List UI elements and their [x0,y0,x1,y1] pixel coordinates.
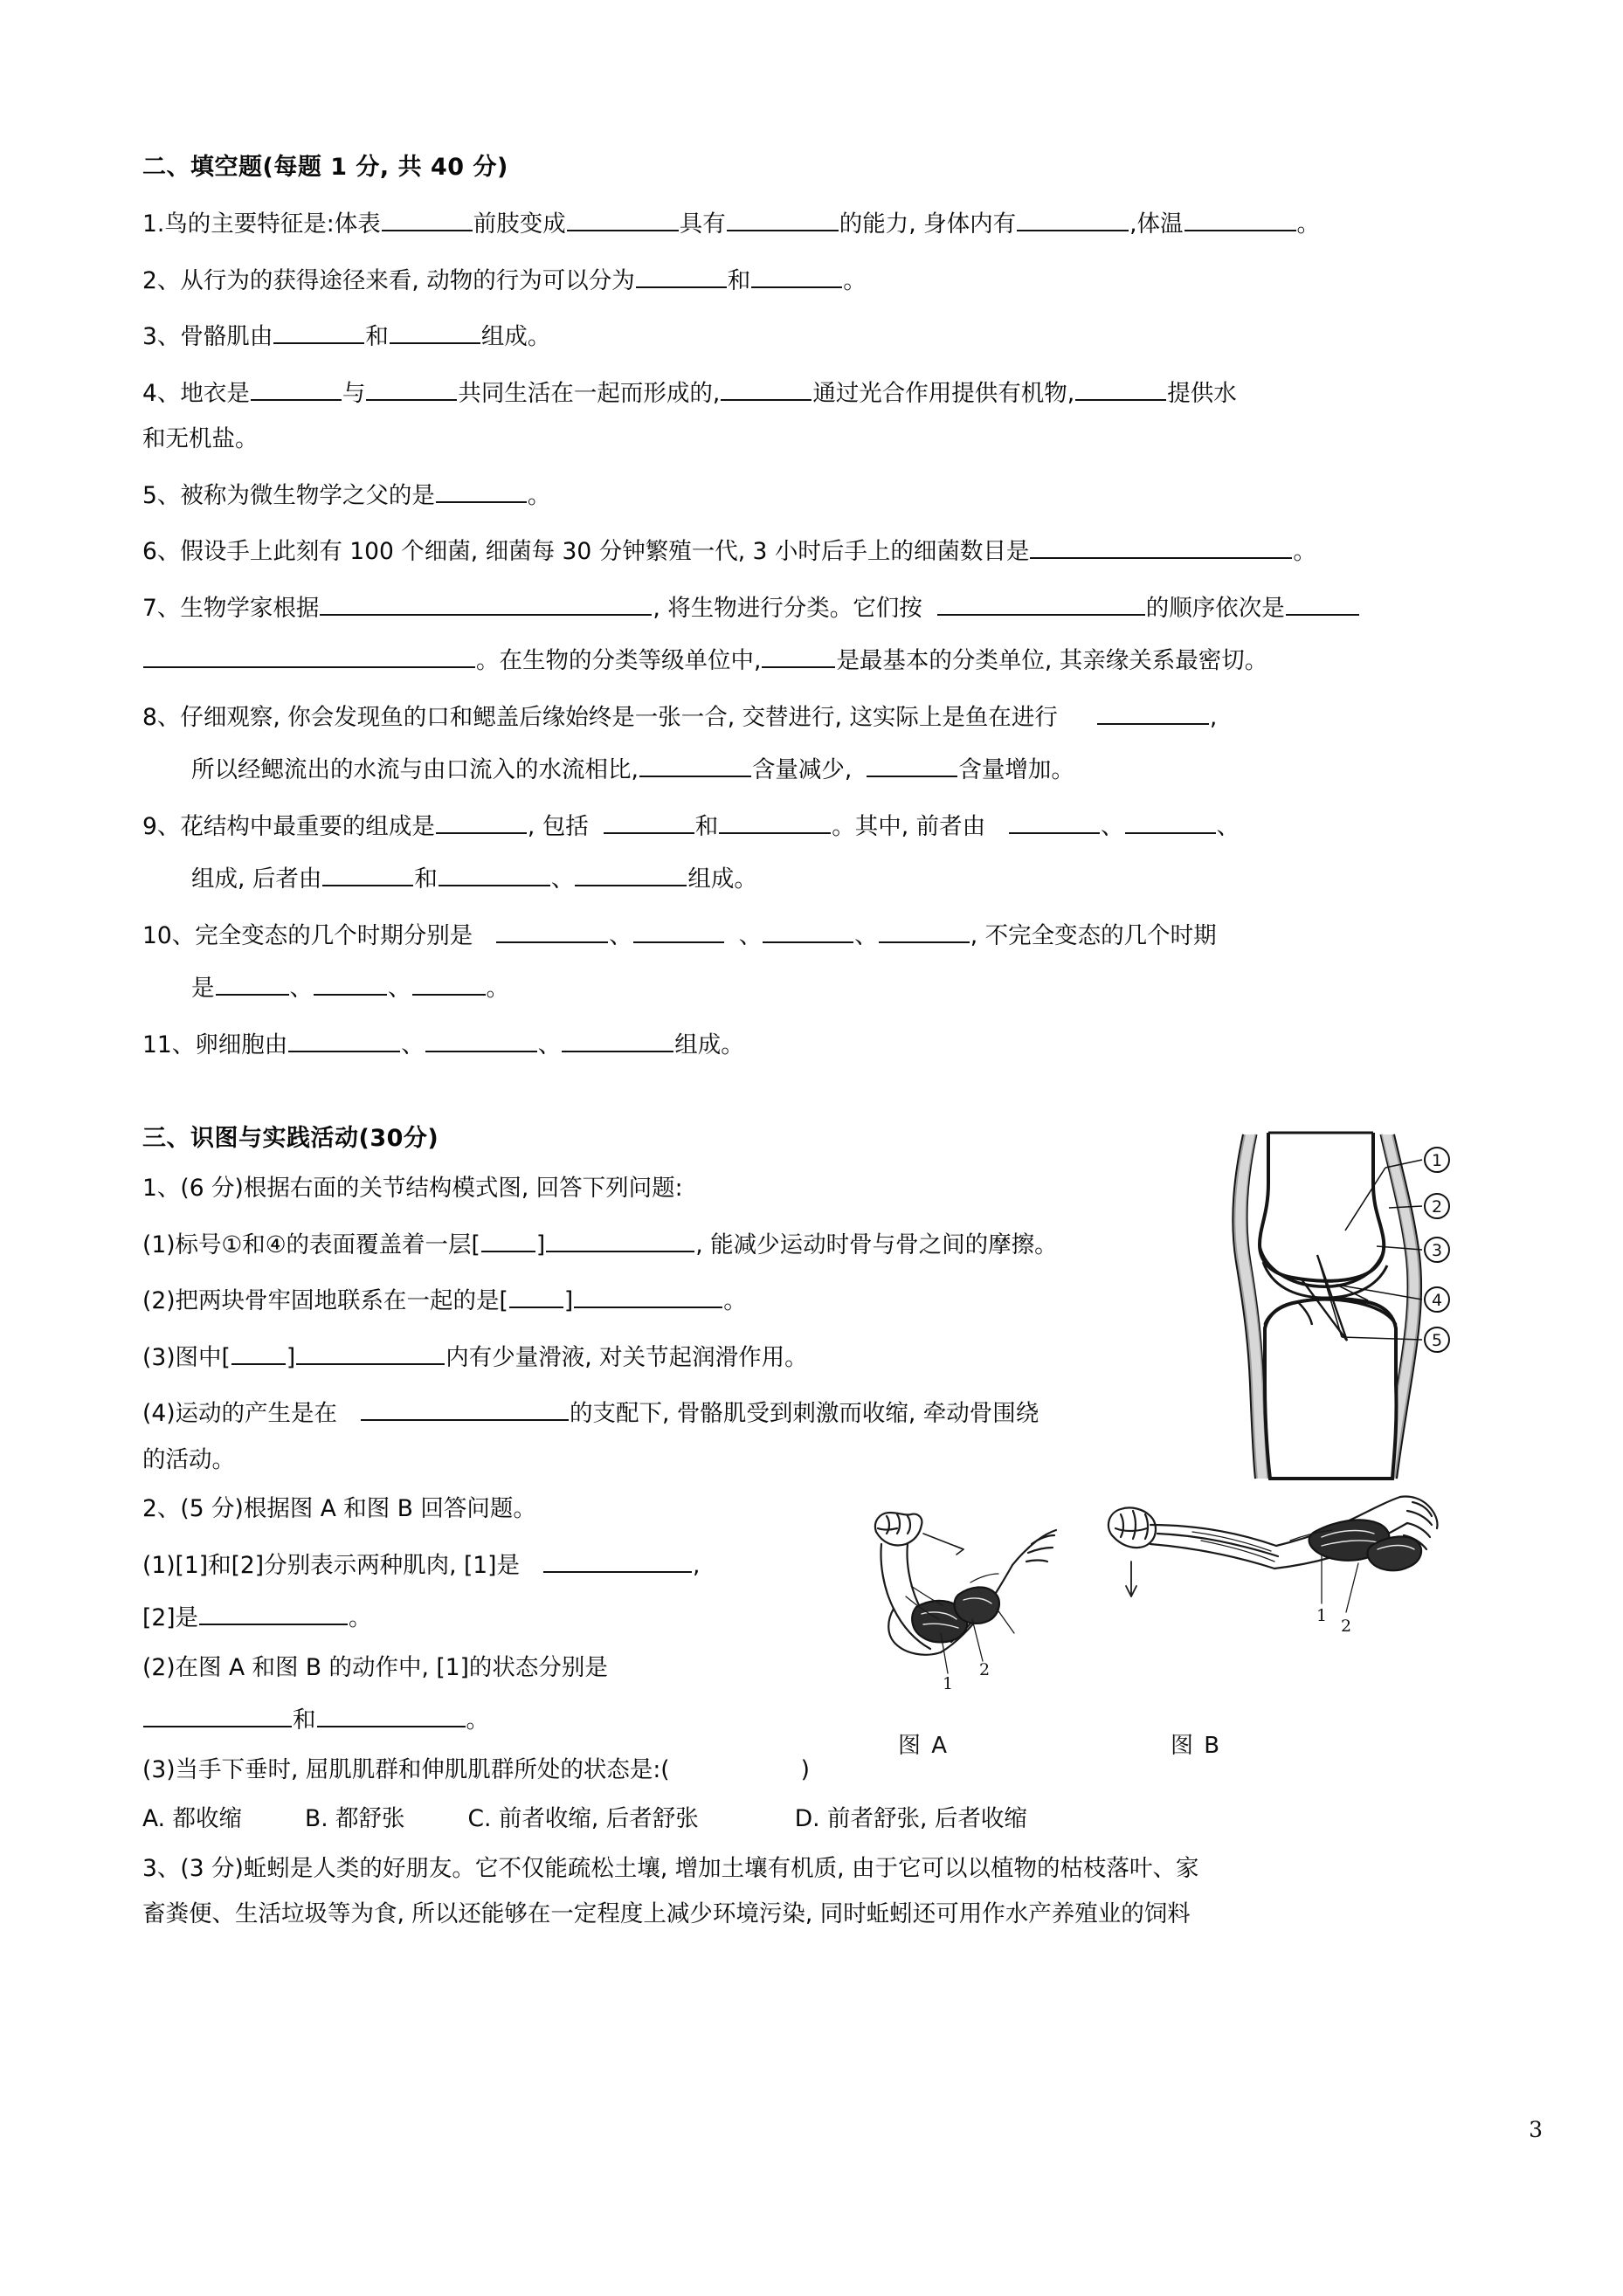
q8-blank-2[interactable] [639,752,751,777]
q8-line2-part3: 含量增加。 [958,756,1074,784]
question-2-7-line1 [142,590,1483,621]
q7-part3: 的顺序依次是 [1145,594,1285,622]
q3-blank-1[interactable] [273,319,364,344]
q4-blank-4[interactable] [1075,376,1166,401]
s3q1-sub3-part2: ] [286,1343,296,1371]
q10-blank-5[interactable] [216,970,289,996]
q9-line2-part1: 组成, 后者由 [191,865,322,893]
q7-part2: , 将生物进行分类。它们按 [653,594,922,622]
q2-part3: 。 [843,266,867,294]
arm-diagram-b [1096,1493,1446,1694]
q1-blank-1[interactable] [382,206,473,231]
q1-blank-3[interactable] [727,206,839,231]
s3q1-blank-3[interactable] [296,1340,445,1365]
s3q2-sub1-line2-part2: 。 [349,1604,372,1632]
s3q1-sub3-part3: 内有少量滑液, 对关节起润滑作用。 [445,1343,808,1371]
s3q2-blank-2[interactable] [199,1600,348,1625]
q10-line2-part1: 是 [191,975,215,1003]
q2-part2: 和 [727,266,751,294]
q2-blank-2[interactable] [751,263,842,288]
q7-blank-3[interactable] [1286,590,1359,616]
q8-line2-part1: 所以经鳃流出的水流与由口流入的水流相比, [191,756,639,784]
q9-line2-part4: 组成。 [687,865,757,893]
q7-line2-part2: 是最基本的分类单位, 其亲缘关系最密切。 [836,647,1268,675]
s3q2-sub2-part1: (2)在图 A 和图 B 的动作中, [1]的状态分别是 [142,1653,608,1681]
q4-part1: 4、地衣是 [142,379,250,407]
arm-b-label-1: 1 [1316,1606,1328,1625]
page-number: 3 [1529,2117,1543,2142]
section-2-heading [142,155,1483,179]
arm-b-label-2: 2 [1340,1617,1352,1636]
q5-blank-1[interactable] [436,478,527,503]
q9-blank-6[interactable] [322,861,413,886]
q9-part1: 9、花结构中最重要的组成是 [142,812,435,840]
q4-blank-1[interactable] [251,376,342,401]
question-2-7-line2 [142,643,1483,673]
s3q1-sub4-line2-text: 的活动。 [142,1445,235,1473]
s3q2-sub1-part2: , [693,1551,701,1579]
q3-blank-2[interactable] [390,319,480,344]
q3-part2: 和 [365,323,389,351]
q11-part4: 组成。 [674,1031,744,1058]
s3q1-blank-1[interactable] [546,1227,694,1252]
s3q1-bracket-blank-2[interactable] [509,1283,563,1308]
section-2-heading-text: 二、填空题(每题 1 分, 共 40 分) [142,154,508,181]
joint-label-5: 5 [1431,1331,1443,1350]
arm-diagram-a [860,1502,1122,1712]
joint-label-1: 1 [1431,1151,1443,1170]
question-2-4-line2 [142,425,1483,453]
q8-blank-3[interactable] [867,752,957,777]
s3q2-sub3-close-paren: ) [800,1755,810,1783]
question-2-8-line1 [142,700,1483,730]
section3-q2-options [142,1805,1483,1833]
q9-blank-8[interactable] [575,861,687,886]
s3q1-sub2-part2: ] [563,1287,574,1315]
q9-blank-2[interactable] [604,809,694,834]
s3q2-blank-1[interactable] [543,1548,692,1573]
q9-blank-3[interactable] [719,809,831,834]
q10-line2-part3: 、 [388,975,411,1003]
s3q2-sub3-text: (3)当手下垂时, 屈肌肌群和伸肌肌群所处的状态是:( [142,1755,670,1783]
question-2-3 [142,319,1483,349]
q6-blank-1[interactable] [1030,534,1292,559]
joint-label-4: 4 [1431,1291,1443,1310]
question-2-1 [142,206,1483,237]
s3q2-blank-4[interactable] [317,1702,466,1727]
q10-part1: 10、完全变态的几个时期分别是 [142,921,473,949]
q5-part2: 。 [527,481,551,509]
s3q2-sub1-line2-part1: [2]是 [142,1604,199,1632]
q10-line2-part2: 、 [289,975,313,1003]
joint-label-3: 3 [1431,1241,1443,1260]
q7-blank-1[interactable] [320,590,652,616]
question-2-6 [142,534,1483,564]
q9-part6: 、 [1216,812,1240,840]
q1-blank-4[interactable] [1017,206,1129,231]
q8-line2-part2: 含量减少, [751,756,853,784]
q10-blank-3[interactable] [763,918,853,943]
s3q2-sub1-part1: (1)[1]和[2]分别表示两种肌肉, [1]是 [142,1551,520,1579]
q9-part3: 和 [694,812,719,840]
section3-q3-line2 [142,1900,1483,1928]
q2-part1: 2、从行为的获得途径来看, 动物的行为可以分为 [142,266,635,294]
q1-part6: 。 [1296,210,1321,238]
s3q1-bracket-blank-1[interactable] [481,1227,535,1252]
question-2-9-line1 [142,809,1483,839]
q1-part5: ,体温 [1129,210,1184,238]
q11-part3: 、 [537,1031,562,1058]
option-c[interactable]: C. 前者收缩, 后者舒张 [467,1805,699,1833]
question-2-5 [142,478,1483,508]
s3q2-stem-text: 2、(5 分)根据图 A 和图 B 回答问题。 [142,1495,536,1523]
q10-line2-part4: 。 [486,975,509,1003]
q8-part2: , [1209,703,1218,731]
question-2-10-line2 [142,970,1483,1001]
q11-blank-1[interactable] [288,1027,400,1052]
question-2-11 [142,1027,1483,1058]
question-2-10-line1 [142,918,1483,948]
q9-line2-part3: 、 [550,865,575,893]
q9-blank-4[interactable] [1009,809,1100,834]
q1-part3: 具有 [679,210,726,238]
q4-part3: 共同生活在一起而形成的, [458,379,721,407]
arm-a-label-1: 1 [942,1674,954,1693]
figure-a-caption: 图 A [898,1733,950,1759]
q11-blank-3[interactable] [562,1027,673,1052]
q1-part1: 1.鸟的主要特征是:体表 [142,210,381,238]
s3q1-sub4-part1: (4)运动的产生是在 [142,1400,338,1428]
s3q1-sub1-part3: , 能减少运动时骨与骨之间的摩擦。 [695,1231,1058,1258]
q1-part2: 前肢变成 [473,210,566,238]
q9-part4: 。其中, 前者由 [832,812,986,840]
s3q1-sub2-part3: 。 [723,1287,747,1315]
joint-label-2: 2 [1431,1197,1443,1217]
q6-part2: 。 [1293,538,1316,566]
arm-a-label-2: 2 [978,1660,991,1679]
q11-part2: 、 [401,1031,425,1058]
section-3-heading-text: 三、识图与实践活动(30分) [142,1125,439,1153]
q10-part4: 、 [854,921,878,949]
option-a[interactable]: A. 都收缩 [142,1805,243,1833]
s3q1-bracket-blank-3[interactable] [231,1340,286,1365]
s3q1-stem-text: 1、(6 分)根据右面的关节结构模式图, 回答下列问题: [142,1175,683,1203]
q11-blank-2[interactable] [425,1027,537,1052]
q4-line2: 和无机盐。 [142,425,259,453]
question-2-8-line2 [142,752,1483,783]
q10-part5: , 不完全变态的几个时期 [970,921,1217,949]
s3q1-sub2-part1: (2)把两块骨牢固地联系在一起的是[ [142,1287,508,1315]
question-2-9-line2 [142,861,1483,892]
q8-blank-1[interactable] [1097,700,1209,725]
joint-structure-diagram [1214,1122,1494,1489]
q1-blank-5[interactable] [1184,206,1296,231]
q7-blank-5[interactable] [762,643,835,668]
q10-blank-2[interactable] [633,918,724,943]
q4-blank-3[interactable] [721,376,812,401]
q1-part4: 的能力, 身体内有 [839,210,1017,238]
q3-part1: 3、骨骼肌由 [142,323,273,351]
q3-part3: 组成。 [480,323,551,351]
s3q1-blank-4[interactable] [361,1396,569,1421]
q10-blank-1[interactable] [496,918,608,943]
q9-part2: , 包括 [527,812,589,840]
q2-blank-1[interactable] [636,263,727,288]
option-d[interactable]: D. 前者舒张, 后者收缩 [794,1805,1027,1833]
q9-blank-5[interactable] [1125,809,1216,834]
q5-part1: 5、被称为微生物学之父的是 [142,481,435,509]
s3q3-line2-text: 畜粪便、生活垃圾等为食, 所以还能够在一定程度上减少环境污染, 同时蚯蚓还可用作水产养殖业的饲料 [142,1900,1191,1928]
option-b[interactable]: B. 都舒张 [305,1805,405,1833]
s3q1-sub4-part2: 的支配下, 骨骼肌受到刺激而收缩, 牵动骨围绕 [570,1400,1039,1428]
s3q1-sub1-part2: ] [535,1231,546,1258]
q7-blank-4[interactable] [143,643,475,668]
q6-part1: 6、假设手上此刻有 100 个细菌, 细菌每 30 分钟繁殖一代, 3 小时后手上的细菌数目是 [142,538,1030,566]
q10-part2: 、 [609,921,632,949]
s3q2-sub2-line2-part1: 和 [293,1706,316,1734]
q11-part1: 11、卵细胞由 [142,1031,288,1058]
section3-q2-sub3 [142,1755,1483,1783]
q9-line2-part2: 和 [414,865,438,893]
s3q1-blank-2[interactable] [574,1283,722,1308]
section3-q3-line1 [142,1854,1483,1882]
s3q3-line1-text: 3、(3 分)蚯蚓是人类的好朋友。它不仅能疏松土壤, 增加土壤有机质, 由于它可以以植物的枯枝落叶、家 [142,1854,1199,1882]
figure-b-caption: 图 B [1171,1733,1222,1759]
s3q2-blank-3[interactable] [143,1702,292,1727]
q4-part2: 与 [342,379,366,407]
s3q2-sub2-line2-part2: 。 [466,1706,489,1734]
q9-blank-1[interactable] [436,809,527,834]
q10-blank-6[interactable] [314,970,387,996]
s3q1-sub3-part1: (3)图中[ [142,1343,231,1371]
q7-line2-part1: 。在生物的分类等级单位中, [476,647,762,675]
q4-blank-2[interactable] [366,376,457,401]
q10-part3: 、 [738,921,763,949]
q4-part5: 提供水 [1167,379,1237,407]
q9-part5: 、 [1101,812,1124,840]
q7-blank-2[interactable] [937,590,1145,616]
q7-part1: 7、生物学家根据 [142,594,320,622]
q1-blank-2[interactable] [567,206,679,231]
q10-blank-7[interactable] [412,970,486,996]
s3q1-sub1-part1: (1)标号①和④的表面覆盖着一层[ [142,1231,480,1258]
section3-q2-sub2-line2 [142,1702,1483,1733]
question-2-4-line1 [142,376,1483,406]
question-2-2 [142,263,1483,293]
q9-blank-7[interactable] [439,861,550,886]
q10-blank-4[interactable] [879,918,970,943]
q8-part1: 8、仔细观察, 你会发现鱼的口和鳃盖后缘始终是一张一合, 交替进行, 这实际上是鱼在进行 [142,703,1058,731]
q4-part4: 通过光合作用提供有机物, [812,379,1075,407]
